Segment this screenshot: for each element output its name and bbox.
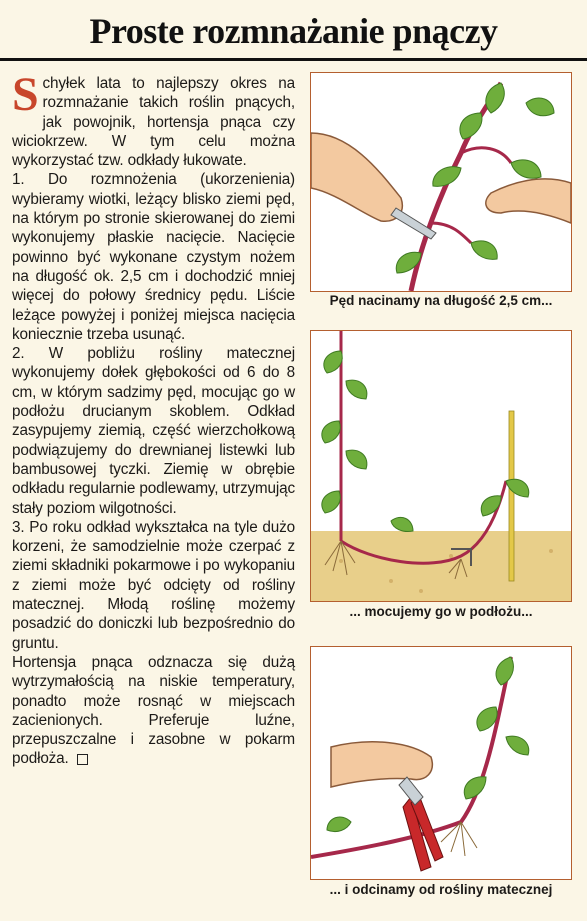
intro-paragraph: [12, 68, 295, 170]
illustration-pinned-layer: [310, 330, 572, 602]
page-title: Proste rozmnażanie pnączy: [89, 11, 498, 51]
illustration-pruning-shears: [310, 646, 572, 880]
step-1-paragraph: 1. Do rozmnożenia (ukorzenienia) wybieramy wiotki, leżący blisko ziemi pęd, na którym po stronie skierowanej do ziemi wykonujemy płaskie nacięcie. Nacięcie powinno być wykonane czystym nożem na długość ok. 2,5 cm i dochodzić mniej więcej do połowy średnicy pędu. Liście leżące powyżej i poniżej miejsca nacięcia koniecznie trzeba usunąć.: [12, 171, 295, 343]
caption-1: Pęd nacinamy na długość 2,5 cm...: [329, 293, 553, 308]
intro-text: chyłek lata to najlepszy okres na rozmnażanie takich roślin pnących, jak powojnik, hortensja pnąca czy wiciokrzew. W tym celu można wykorzystać tzw. odkłady łukowate.: [12, 75, 295, 170]
caption-2: ... mocujemy go w podłożu...: [349, 604, 533, 619]
outro-paragraph: [12, 653, 295, 769]
outro-text: Hortensja pnąca odznacza się dużą wytrzymałością na niskie temperatury, ponadto może rosnąć w miejscach zacienionych. Preferuje luźne, przepuszczalne i zasobne w pokarm podłoża.: [12, 653, 295, 768]
illustration-cutting-stem: [310, 72, 572, 292]
caption-3: ... i odcinamy od rośliny matecznej: [329, 882, 553, 897]
drop-cap: S: [12, 68, 39, 121]
article-body: [12, 68, 295, 769]
step-3-paragraph: 3. Po roku odkład wykształca na tyle dużo korzeni, że samodzielnie może czerpać z ziemi składniki pokarmowe i po wykopaniu z ziemi może być odcięty od rośliny matecznej. Młodą roślinę możemy posadzić do doniczki lub bezpośrednio do gruntu.: [12, 518, 295, 652]
title-rule: [0, 58, 587, 61]
step-2-paragraph: 2. W pobliżu rośliny matecznej wykonujemy dołek głębokości od 6 do 8 cm, w którym sadzimy pęd, mocując go w podłożu drucianym skoblem. Odkład zasypujemy ziemią, część wierzchołkową podwiązujemy do drewnianej listewki lub bambusowej tyczki. Ziemię w obrębie odkładu regularnie podlewamy, utrzymując stały poziom wilgotności.: [12, 345, 295, 517]
end-square-icon: [77, 754, 88, 765]
